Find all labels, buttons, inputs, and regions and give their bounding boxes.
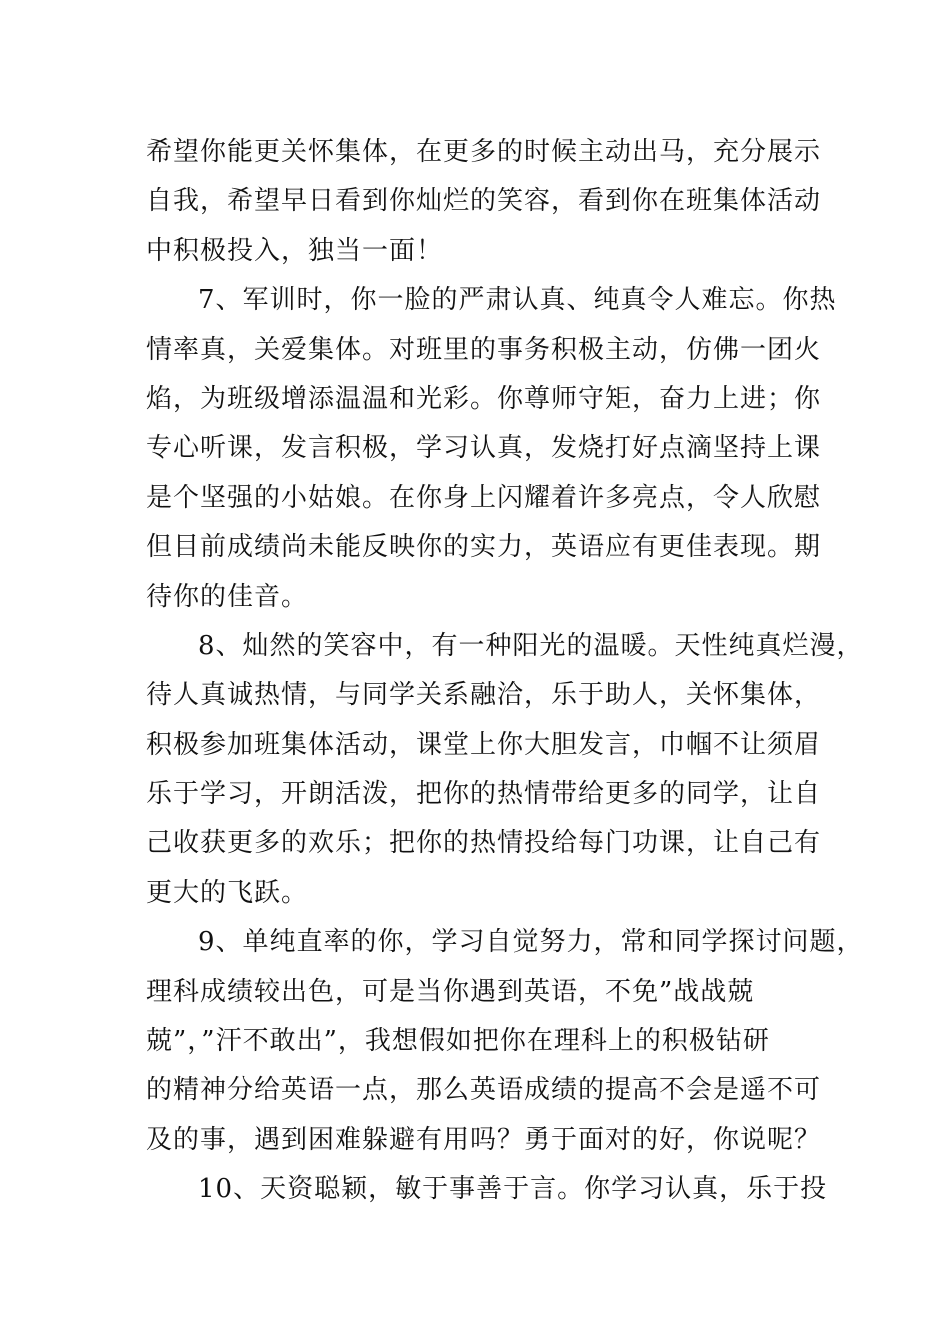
text-line: 兢”，”汗不敢出”，我想假如把你在理科上的积极钻研 bbox=[146, 1026, 770, 1057]
paragraph-9-start: 9、单纯直率的你，学习自觉努力，常和同学探讨问题， bbox=[198, 927, 864, 958]
paragraph-10-start: 10、天资聪颖，敏于事善于言。你学习认真，乐于投 bbox=[198, 1174, 828, 1205]
document-body bbox=[146, 128, 864, 1215]
text-line: 是个坚强的小姑娘。在你身上闪耀着许多亮点，令人欣慰 bbox=[146, 482, 822, 513]
text-line: 自我，希望早日看到你灿烂的笑容，看到你在班集体活动 bbox=[146, 186, 822, 217]
text-line: 情率真，关爱集体。对班里的事务积极主动，仿佛一团火 bbox=[146, 334, 822, 365]
text-line: 积极参加班集体活动，课堂上你大胆发言，巾帼不让须眉 bbox=[146, 729, 822, 760]
text-line: 己收获更多的欢乐；把你的热情投给每门功课，让自己有 bbox=[146, 828, 822, 859]
text-line: 理科成绩较出色，可是当你遇到英语，不免”战战兢 bbox=[146, 976, 755, 1007]
text-line: 专心听课，发言积极，学习认真，发烧打好点滴坚持上课 bbox=[146, 433, 822, 464]
text-line: 希望你能更关怀集体，在更多的时候主动出马，充分展示 bbox=[146, 137, 822, 167]
text-line: 及的事，遇到困难躲避有用吗？勇于面对的好，你说呢？ bbox=[146, 1124, 822, 1155]
text-line: 更大的飞跃。 bbox=[146, 877, 309, 908]
text-line: 但目前成绩尚未能反映你的实力，英语应有更佳表现。期 bbox=[146, 532, 822, 563]
paragraph-8-start: 8、灿然的笑容中，有一种阳光的温暖。天性纯真烂漫， bbox=[198, 630, 864, 661]
text-line: 的精神分给英语一点，那么英语成绩的提高不会是遥不可 bbox=[146, 1075, 822, 1106]
text-line: 待你的佳音。 bbox=[146, 581, 309, 612]
text-line: 待人真诚热情，与同学关系融洽，乐于助人，关怀集体， bbox=[146, 680, 822, 711]
text-line: 焰，为班级增添温温和光彩。你尊师守矩，奋力上进；你 bbox=[146, 383, 822, 414]
text-line: 乐于学习，开朗活泼，把你的热情带给更多的同学，让自 bbox=[146, 779, 822, 810]
paragraph-7-start: 7、军训时，你一脸的严肃认真、纯真令人难忘。你热 bbox=[198, 285, 837, 316]
text-line: 中积极投入，独当一面！ bbox=[146, 235, 444, 266]
